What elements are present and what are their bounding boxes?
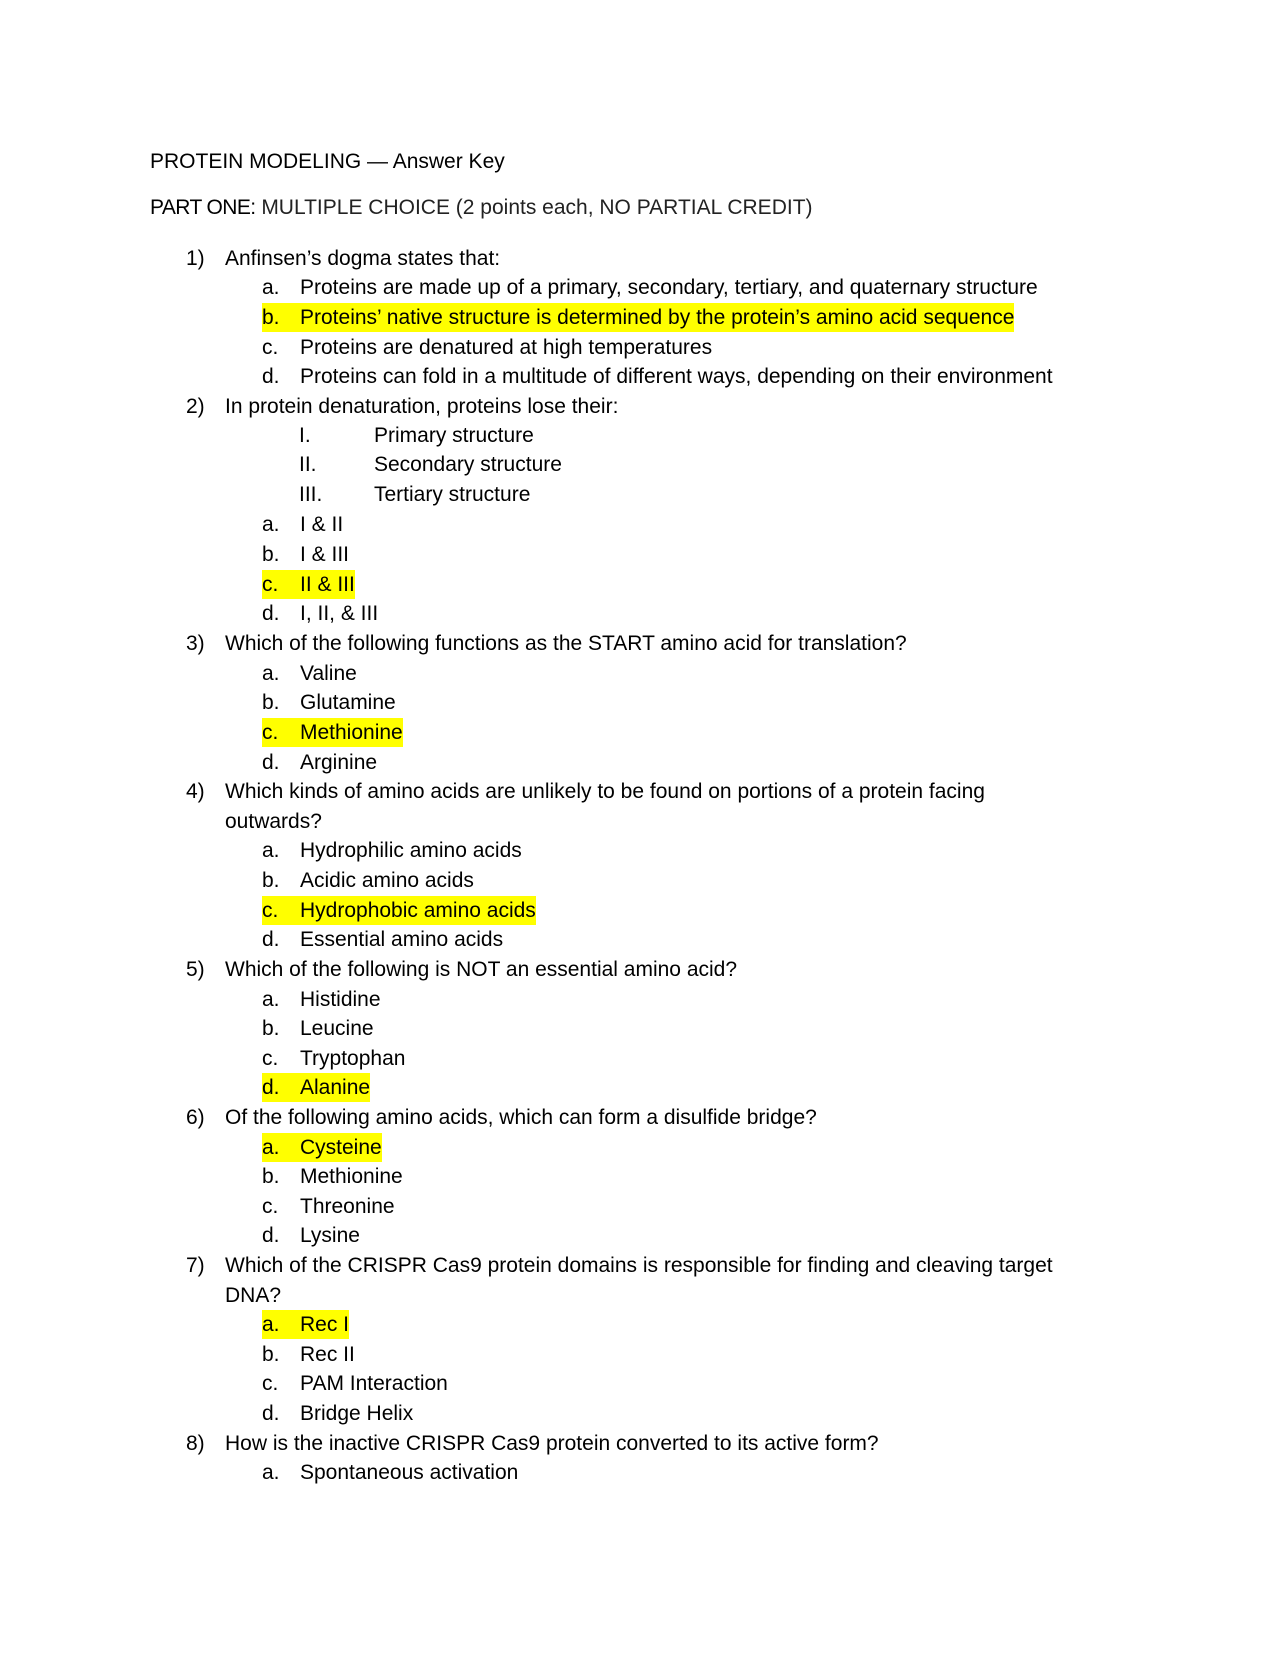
option-text: Methionine (300, 718, 403, 747)
option-letter: d. (262, 1402, 280, 1425)
question-number: 6) (186, 1106, 205, 1129)
question-number: 2) (186, 395, 205, 418)
option-letter: b. (262, 303, 300, 332)
option-text: Alanine (300, 1073, 370, 1102)
part-label: PART ONE: (150, 196, 256, 219)
question-number: 3) (186, 632, 205, 655)
option-letter: d. (262, 751, 280, 774)
question-stem: In protein denaturation, proteins lose their: (225, 395, 619, 418)
option-text: Histidine (300, 988, 381, 1011)
option-letter: a. (262, 1310, 300, 1339)
option-letter: d. (262, 1224, 280, 1247)
question-stem-continued: outwards? (225, 810, 322, 833)
option-text: Rec I (300, 1310, 349, 1339)
roman-text: Secondary structure (374, 453, 562, 476)
question-stem: Which of the CRISPR Cas9 protein domains is responsible for finding and cleaving target (225, 1254, 1053, 1277)
option-letter: d. (262, 602, 280, 625)
question-stem: Which of the following is NOT an essential amino acid? (225, 958, 738, 981)
question-number: 8) (186, 1432, 205, 1455)
option-text: PAM Interaction (300, 1372, 448, 1395)
option-letter: c. (262, 896, 300, 925)
option-text: Proteins can fold in a multitude of different ways, depending on their environment (300, 365, 1053, 388)
option-letter: d. (262, 365, 280, 388)
option-text: Leucine (300, 1017, 374, 1040)
option-text: II & III (300, 570, 355, 599)
option-letter: c. (262, 570, 300, 599)
option-text: Bridge Helix (300, 1402, 414, 1425)
option-text: Cysteine (300, 1133, 382, 1162)
option-letter: b. (262, 1343, 280, 1366)
option-letter: d. (262, 928, 280, 951)
option-text: Proteins are denatured at high temperatures (300, 336, 713, 359)
option-letter: b. (262, 1165, 280, 1188)
option-text: Rec II (300, 1343, 355, 1366)
question-stem: Which of the following functions as the START amino acid for translation? (225, 632, 907, 655)
option-letter: b. (262, 543, 280, 566)
option-letter: a. (262, 839, 280, 862)
question-number: 5) (186, 958, 205, 981)
option-letter: a. (262, 513, 280, 536)
option-text: I & II (300, 513, 344, 536)
question-number: 1) (186, 247, 205, 270)
option-letter: d. (262, 1073, 300, 1102)
option-letter: c. (262, 336, 279, 359)
roman-label: I. (299, 424, 311, 447)
question-number: 4) (186, 780, 205, 803)
option-letter: a. (262, 988, 280, 1011)
option-letter: a. (262, 662, 280, 685)
option-text: Acidic amino acids (300, 869, 474, 892)
option-text: Hydrophilic amino acids (300, 839, 522, 862)
roman-label: III. (299, 483, 323, 506)
option-letter: a. (262, 1461, 280, 1484)
option-letter: a. (262, 1133, 300, 1162)
option-text: Arginine (300, 751, 378, 774)
option-text: Hydrophobic amino acids (300, 896, 536, 925)
option-letter: c. (262, 1047, 279, 1070)
option-letter: a. (262, 276, 280, 299)
option-letter: b. (262, 691, 280, 714)
part-subtitle: MULTIPLE CHOICE (2 points each, NO PARTIAL CREDIT) (261, 196, 813, 219)
question-number: 7) (186, 1254, 205, 1277)
document-title: PROTEIN MODELING — Answer Key (150, 150, 505, 173)
option-text: Glutamine (300, 691, 396, 714)
option-text: Spontaneous activation (300, 1461, 519, 1484)
question-stem: Which kinds of amino acids are unlikely to be found on portions of a protein facing (225, 780, 985, 803)
question-stem: Of the following amino acids, which can form a disulfide bridge? (225, 1106, 817, 1129)
option-text: Valine (300, 662, 357, 685)
option-letter: c. (262, 1372, 279, 1395)
roman-label: II. (299, 453, 317, 476)
part-heading (150, 196, 813, 220)
option-letter: b. (262, 869, 280, 892)
option-text: Methionine (300, 1165, 403, 1188)
option-text: Lysine (300, 1224, 360, 1247)
option-letter: b. (262, 1017, 280, 1040)
option-letter: c. (262, 718, 300, 747)
option-text: Threonine (300, 1195, 395, 1218)
option-text: Essential amino acids (300, 928, 504, 951)
roman-text: Tertiary structure (374, 483, 531, 506)
option-text: Proteins’ native structure is determined by the protein’s amino acid sequence (300, 303, 1014, 332)
question-stem-continued: DNA? (225, 1284, 282, 1307)
option-text: I, II, & III (300, 602, 379, 625)
question-stem: Anfinsen’s dogma states that: (225, 247, 501, 270)
option-text: Tryptophan (300, 1047, 406, 1070)
option-text: Proteins are made up of a primary, secondary, tertiary, and quaternary structure (300, 276, 1038, 299)
option-text: I & III (300, 543, 350, 566)
roman-text: Primary structure (374, 424, 534, 447)
option-letter: c. (262, 1195, 279, 1218)
question-stem: How is the inactive CRISPR Cas9 protein converted to its active form? (225, 1432, 879, 1455)
